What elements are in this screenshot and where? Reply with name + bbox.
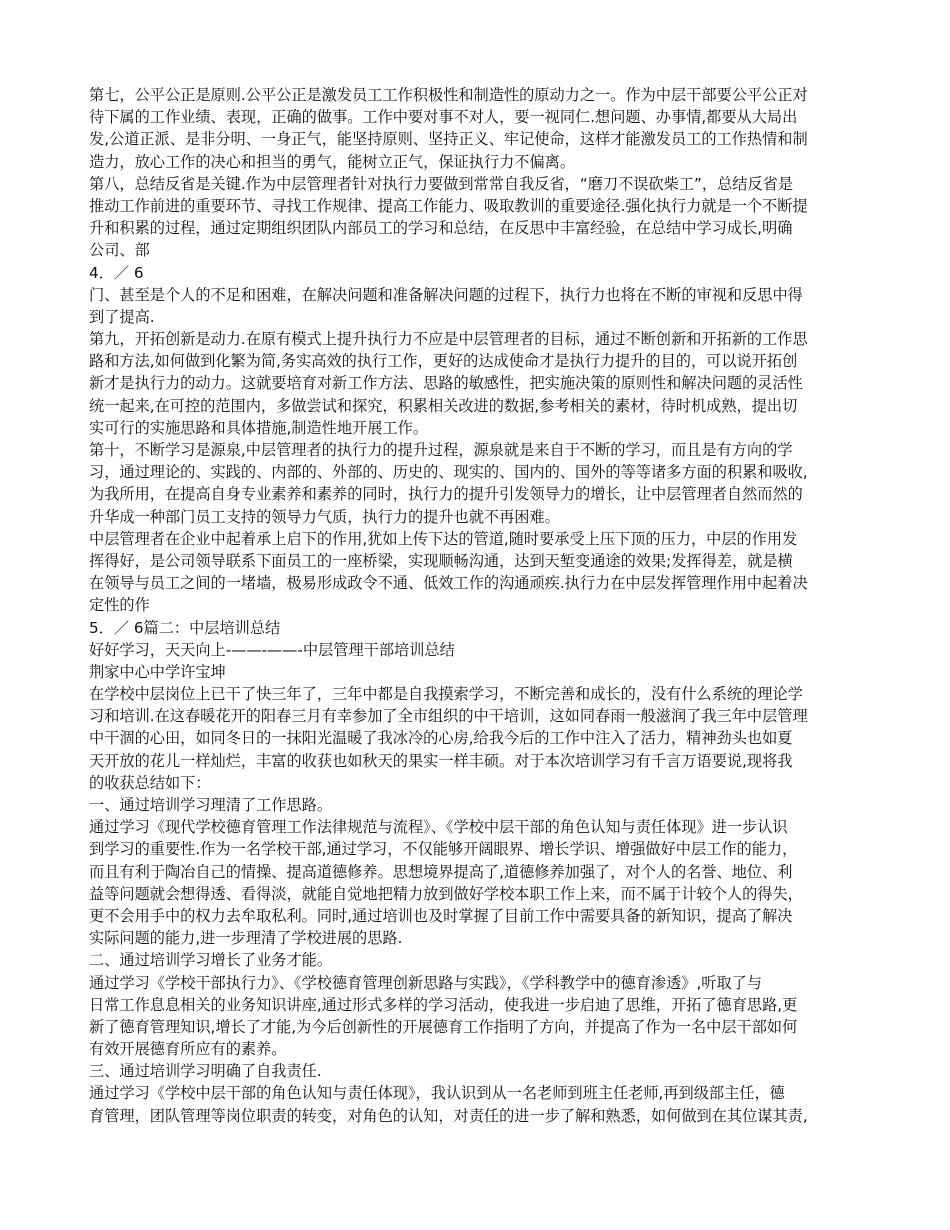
text-line: 第九，开拓创新是动力.在原有模式上提升执行力不应是中层管理者的目标，通过不断创新和开拓新的工作思 (89, 330, 808, 349)
text-line: 到学习的重要性.作为一名学校干部,通过学习，不仅能够开阔眼界、增长学识、增强做好中层工作的能力， (89, 840, 798, 859)
text-line: 习和培训.在这春暖花开的阳春三月有幸参加了全市组织的中干培训，这如同春雨一般滋润了我三年中层管理 (89, 707, 808, 726)
text-line: 通过学习《学校中层干部的角色认知与责任体现》，我认识到从一名老师到班主任老师,再到级部主任，德 (89, 1084, 785, 1103)
text-line: 升和积累的过程，通过定期组织团队内部员工的学习和总结，在反思中丰富经验，在总结中学习成长,明确 (89, 219, 793, 238)
text-line: 荆家中心中学许宝坤 (89, 662, 226, 681)
text-line: 实际问题的能力,进一步理清了学校进展的思路. (89, 929, 403, 948)
text-line: 挥得好，是公司领导联系下面员工的一座桥梁，实现顺畅沟通，达到天堑变通途的效果;发挥得差，就是横 (89, 551, 793, 570)
text-line: 待下属的工作业绩、表现，正确的做事。工作中要对事不对人，要一视同仁.想问题、办事情,都要从大局出 (89, 108, 798, 127)
text-line: 中干涸的心田，如同冬日的一抹阳光温暖了我冰冷的心房,给我今后的工作中注入了活力，精神劲头也如夏 (89, 729, 793, 748)
text-line: 育管理，团队管理等岗位职责的转变，对角色的认知，对责任的进一步了解和熟悉，如何做到在其位谋其责, (89, 1106, 808, 1125)
text-line: 门、甚至是个人的不足和困难，在解决问题和准备解决问题的过程下，执行力也将在不断的审视和反思中得 (89, 285, 803, 304)
text-line: 一、通过培训学习理清了工作思路。 (89, 796, 332, 814)
text-line: 三、通过培训学习明确了自我责任. (89, 1062, 322, 1081)
text-line: 第七，公平公正是原则.公平公正是激发员工工作积极性和制造性的原动力之一。作为中层干部要公平公正对 (89, 86, 808, 104)
text-line: 造力，放心工作的决心和担当的勇气，能树立正气，保证执行力不偏离。 (89, 152, 575, 171)
text-line: 天开放的花儿一样灿烂，丰富的收获也如秋天的果实一样丰硕。对于本次培训学习有千言万语要说,现将我 (89, 751, 793, 770)
text-line: 通过学习《现代学校德育管理工作法律规范与流程》、《学校中层干部的角色认知与责任体现》进一步认识 (89, 818, 788, 837)
text-line: 而且有利于陶冶自己的情操、提高道德修养。思想境界提高了,道德修养加强了，对个人的名誉、地位、利 (89, 862, 793, 881)
text-line: 的收获总结如下： (89, 773, 211, 792)
text-line: 通过学习《学校干部执行力》、《学校德育管理创新思路与实践》，《学科教学中的德育渗透》,听取了与 (89, 973, 763, 992)
text-line: 发,公道正派、是非分明、一身正气，能坚持原则、坚持正义、牢记使命，这样才能激发员工的工作热情和制 (89, 130, 808, 149)
text-line: 4．／ 6 (89, 263, 144, 282)
text-line: 第十，不断学习是源泉,中层管理者的执行力的提升过程，源泉就是来自于不断的学习，而且是有方向的学 (89, 441, 793, 459)
text-line: 好好学习，天天向上-——-——-中层管理干部培训总结 (89, 640, 455, 659)
text-line: 有效开展德育所应有的素养。 (89, 1040, 287, 1059)
text-line: 新了德育管理知识,增长了才能,为今后创新性的开展德育工作指明了方向，并提高了作为一名中层干部如何 (89, 1017, 798, 1036)
text-line: 到了提高. (89, 307, 155, 326)
text-line: 第八，总结反省是关键.作为中层管理者针对执行力要做到常常自我反省，“磨刀不误砍柴工”，总结反省是 (89, 174, 794, 193)
text-line: 实可行的实施思路和具体措施,制造性地开展工作。 (89, 418, 428, 437)
text-line: 为我所用，在提高自身专业素养和素养的同时，执行力的提升引发领导力的增长，让中层管理者自然而然的 (89, 485, 803, 504)
text-line: 更不会用手中的权力去牟取私利。同时,通过培训也及时掌握了目前工作中需要具备的新知识，提高了解决 (89, 906, 793, 925)
text-line: 在领导与员工之间的一堵墙，极易形成政令不通、低效工作的沟通顽疾.执行力在中层发挥管理作用中起着决 (89, 574, 808, 593)
text-line: 统一起来,在可控的范围内，多做尝试和探究，积累相关改进的数据,参考相关的素材，待时机成熟，提出切 (89, 396, 798, 415)
text-line: 公司、部 (89, 241, 150, 260)
text-line: 二、通过培训学习增长了业务才能。 (89, 951, 332, 970)
text-line: 益等问题就会想得透、看得淡，就能自觉地把精力放到做好学校本职工作上来，而不属于计较个人的得失， (89, 884, 803, 903)
text-line: 日常工作息息相关的业务知识讲座,通过形式多样的学习活动，使我进一步启迪了思维，开拓了德育思路,更 (89, 995, 798, 1014)
text-line: 路和方法,如何做到化繁为简,务实高效的执行工作，更好的达成使命才是执行力提升的目的，可以说开拓创 (89, 352, 798, 371)
text-line: 中层管理者在企业中起着承上启下的作用,犹如上传下达的管道,随时要承受上压下顶的压力，中层的作用发 (89, 529, 798, 548)
text-line: 新才是执行力的动力。这就要培育对新工作方法、思路的敏感性，把实施决策的原则性和解决问题的灵活性 (89, 374, 803, 393)
text-line: 习，通过理论的、实践的、内部的、外部的、历史的、现实的、国内的、国外的等等诸多方面的积累和吸收, (89, 463, 808, 482)
text-line: 升华成一种部门员工支持的领导力气质，执行力的提升也就不再困难。 (89, 507, 560, 526)
text-line: 5．／ 6篇二：中层培训总结 (89, 618, 281, 637)
text-line: 在学校中层岗位上已干了快三年了，三年中都是自我摸索学习，不断完善和成长的，没有什么系统的理论学 (89, 685, 803, 704)
text-line: 定性的作 (89, 596, 150, 615)
text-line: 推动工作前进的重要环节、寻找工作规律、提高工作能力、吸取教训的重要途径.强化执行力就是一个不断提 (89, 196, 808, 215)
